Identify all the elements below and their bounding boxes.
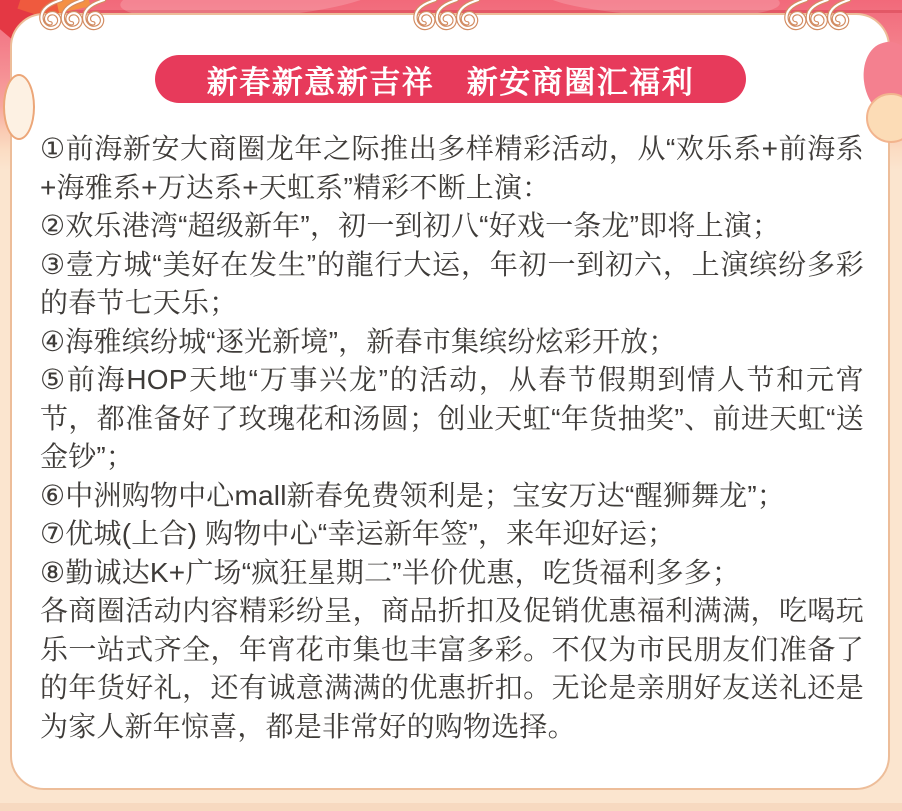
spiral-binding-rings-icon: [405, 0, 483, 34]
promo-paragraph: ⑤前海HOP天地“万事兴龙”的活动，从春节假期到情人节和元宵节，都准备好了玫瑰花和汤圆；创业天虹“年货抽奖”、前进天虹“送金钞”；: [40, 364, 864, 472]
promo-paragraph: ②欢乐港湾“超级新年”，初一到初八“好戏一条龙”即将上演；: [40, 210, 781, 241]
banner-title: 新春新意新吉祥 新安商圈汇福利: [206, 64, 695, 100]
promo-paragraph: ⑦优城(上合) 购物中心“幸运新年签”，来年迎好运；: [40, 518, 676, 549]
promo-paragraph: ⑧勤诚达K+广场“疯狂星期二”半价优惠，吃货福利多多；: [40, 556, 741, 588]
promo-paragraph: 各商圈活动内容精彩纷呈，商品折扣及促销优惠福利满满，吃喝玩乐一站式齐全，年宵花市集也丰富多彩。不仅为市民朋友们准备了的年货好礼，还有诚意满满的优惠折扣。无论是亲朋好友送礼还是为家人新年惊喜，都是非常好的购物选择。: [40, 595, 864, 742]
promo-paragraph: ⑥中洲购物中心mall新春免费领利是；宝安万达“醒狮舞龙”；: [40, 479, 786, 511]
promo-paragraph: ①前海新安大商圈龙年之际推出多样精彩活动，从“欢乐系+前海系+海雅系+万达系+天虹系”精彩不断上演：: [40, 133, 864, 203]
promo-paragraph: ④海雅缤纷城“逐光新境”，新春市集缤纷炫彩开放；: [40, 325, 677, 357]
spiral-binding-rings-icon: [31, 0, 109, 34]
title-banner: [155, 55, 746, 103]
promo-text-block: [40, 130, 864, 746]
spiral-binding-rings-icon: [776, 0, 854, 34]
promo-paragraph: ③壹方城“美好在发生”的龍行大运，年初一到初六，上演缤纷多彩的春节七天乐；: [40, 248, 864, 318]
bottom-edge-strip: [0, 803, 902, 811]
mascot-peek-left-icon: [3, 74, 35, 140]
